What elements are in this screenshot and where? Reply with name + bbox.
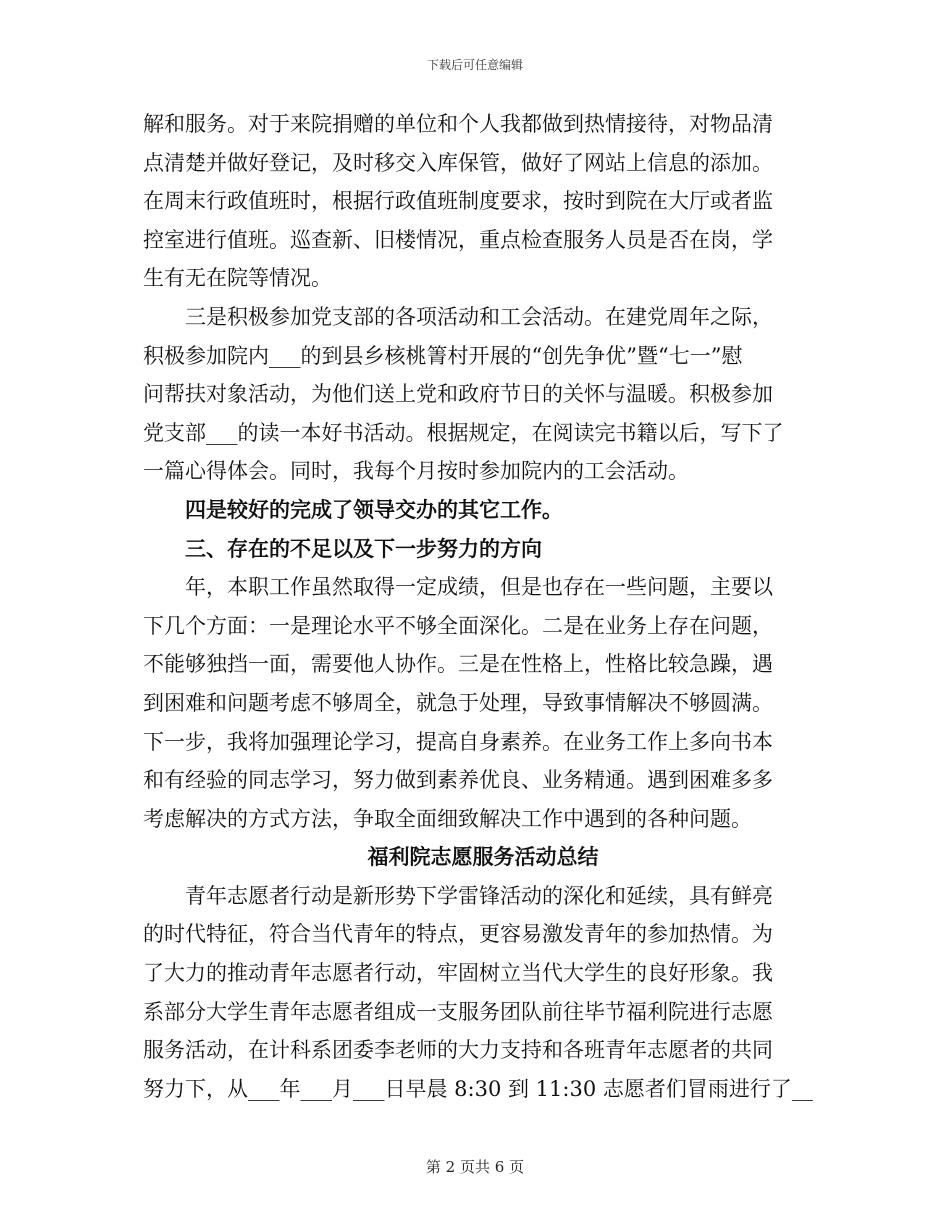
paragraph-line: 生有无在院等情况。 bbox=[143, 266, 332, 291]
paragraph-line: 考虑解决的方式方法，争取全面细致解决工作中遇到的各种问题。 bbox=[143, 806, 752, 831]
paragraph-line: 系部分大学生青年志愿者组成一支服务团队前往毕节福利院进行志愿 bbox=[143, 999, 773, 1024]
paragraph-line: 了大力的推动青年志愿者行动，牢固树立当代大学生的良好形象。我 bbox=[143, 961, 773, 986]
paragraph-line: 服务活动，在计科系团委李老师的大力支持和各班青年志愿者的共同 bbox=[143, 1038, 773, 1063]
bold-paragraph-line: 四是较好的完成了领导交办的其它工作。 bbox=[143, 496, 563, 522]
paragraph-line: 下一步，我将加强理论学习，提高自身素养。在业务工作上多向书本 bbox=[143, 729, 773, 754]
paragraph-line: 一篇心得体会。同时，我每个月按时参加院内的工会活动。 bbox=[143, 459, 689, 484]
paragraph-line: 控室进行值班。巡查新、旧楼情况，重点检查服务人员是否在岗，学 bbox=[143, 227, 773, 252]
bold-paragraph-line: 三、存在的不足以及下一步努力的方向 bbox=[143, 535, 542, 561]
paragraph-line: 在周末行政值班时，根据行政值班制度要求，按时到院在大厅或者监 bbox=[143, 189, 773, 214]
paragraph-line: 党支部___的读一本好书活动。根据规定，在阅读完书籍以后，写下了 bbox=[143, 420, 784, 445]
paragraph-line: 不能够独挡一面，需要他人协作。三是在性格上，性格比较急躁，遇 bbox=[143, 652, 773, 677]
paragraph-line: 问帮扶对象活动，为他们送上党和政府节日的关怀与温暖。积极参加 bbox=[143, 382, 773, 407]
paragraph-line: 点清楚并做好登记，及时移交入库保管，做好了网站上信息的添加。 bbox=[143, 150, 773, 175]
section-title: 福利院志愿服务活动总结 bbox=[367, 844, 599, 870]
document-body bbox=[143, 105, 823, 1108]
paragraph-line: 努力下，从___年___月___日早晨 8:30 到 11:30 志愿者们冒雨进行了__ bbox=[143, 1076, 813, 1101]
page-header: 下载后可任意编辑 bbox=[426, 58, 523, 72]
paragraph-line: 下几个方面：一是理论水平不够全面深化。二是在业务上存在问题， bbox=[143, 613, 773, 638]
paragraph-line: 年，本职工作虽然取得一定成绩，但是也存在一些问题，主要以 bbox=[143, 575, 773, 600]
paragraph-line: 和有经验的同志学习，努力做到素养优良、业务精通。遇到困难多多 bbox=[143, 768, 773, 793]
paragraph-line: 积极参加院内___的到县乡核桃箐村开展的“创先争优”暨“七一”慰 bbox=[143, 343, 743, 368]
paragraph-line: 的时代特征，符合当代青年的特点，更容易激发青年的参加热情。为 bbox=[143, 922, 773, 947]
paragraph-line: 青年志愿者行动是新形势下学雷锋活动的深化和延续，具有鲜亮 bbox=[143, 883, 773, 908]
page-footer: 第 2 页共 6 页 bbox=[425, 1158, 525, 1176]
paragraph-line: 三是积极参加党支部的各项活动和工会活动。在建党周年之际， bbox=[143, 304, 773, 329]
paragraph-line: 解和服务。对于来院捐赠的单位和个人我都做到热情接待，对物品清 bbox=[143, 112, 773, 136]
paragraph-line: 到困难和问题考虑不够周全，就急于处理，导致事情解决不够圆满。 bbox=[143, 690, 773, 715]
